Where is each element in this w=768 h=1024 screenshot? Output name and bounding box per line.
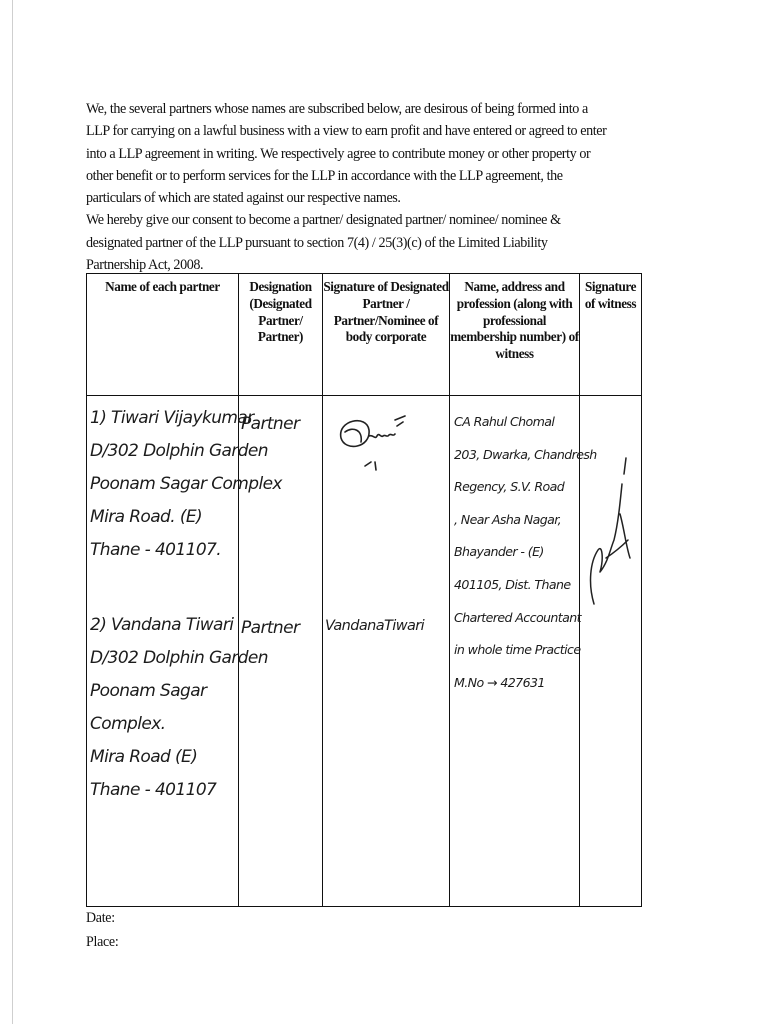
declaration-paragraph-2: We hereby give our consent to become a partner/ designated partner/ nominee/ nominee & designated partner of the LLP pursuant to section 7(4) / 25(3)(c) of the Limited Liability Partnership Act, 2008. — [86, 211, 561, 274]
partner-2-line-3: Poonam Sagar — [90, 681, 207, 701]
witness-details — [454, 406, 597, 699]
partner-1-line-2: D/302 Dolphin Garden — [90, 441, 268, 461]
witness-signature — [580, 454, 640, 624]
designation-cell — [239, 396, 323, 907]
witness-line-8: in whole time Practice — [454, 642, 581, 658]
witness-line-6: 401105, Dist. Thane — [454, 576, 571, 592]
partner-2-line-2: D/302 Dolphin Garden — [90, 648, 268, 668]
header-partner-signature: Signature of Designated Partner / Partner/Nominee of body corporate — [323, 274, 450, 396]
witness-line-3: Regency, S.V. Road — [454, 479, 565, 495]
header-partner-name: Name of each partner — [87, 274, 239, 396]
partner-2-signature: VandanaTiwari — [325, 618, 425, 634]
document-footer — [86, 906, 118, 954]
witness-line-7: Chartered Accountant — [454, 609, 581, 625]
table-header-row — [87, 274, 642, 396]
place-label: Place: — [86, 934, 119, 950]
partner-2-line-6: Thane - 401107 — [90, 780, 217, 800]
table-row — [87, 396, 642, 907]
witness-line-9: M.No → 427631 — [454, 674, 545, 690]
partner-2-line-4: Complex. — [90, 714, 166, 734]
header-witness-details: Name, address and profession (along with professional membership number) of witness — [450, 274, 580, 396]
partner-2-line-5: Mira Road (E) — [90, 747, 198, 767]
partner-1-line-3: Poonam Sagar Complex — [90, 474, 282, 494]
date-label: Date: — [86, 910, 115, 926]
witness-details-cell — [450, 396, 597, 907]
witness-line-2: 203, Dwarka, Chandresh — [454, 446, 597, 462]
header-designation: Designation (Designated Partner/ Partner) — [239, 274, 323, 396]
partner-2-line-1: 2) Vandana Tiwari — [90, 615, 234, 635]
partner-2-designation: Partner — [241, 618, 300, 638]
consent-declaration — [86, 98, 607, 276]
partners-table — [86, 273, 642, 907]
witness-line-1: CA Rahul Chomal — [454, 414, 555, 429]
witness-signature-cell — [580, 396, 642, 907]
scan-edge — [12, 0, 13, 1024]
witness-line-4: , Near Asha Nagar, — [454, 511, 562, 527]
partner-1-line-4: Mira Road. (E) — [90, 507, 203, 527]
partner-1-designation: Partner — [241, 414, 300, 434]
declaration-paragraph-1: We, the several partners whose names are subscribed below, are desirous of being formed into a LLP for carrying on a lawful business with a view to earn profit and have entered or agreed to enter into a LLP agreement in writing. We respectively agree to contribute money or other property or other benefit or to perform services for the LLP in accordance with the LLP agreement, the particulars of which are stated against our respective names. — [86, 100, 607, 207]
partner-signature-cell — [323, 396, 450, 907]
header-witness-signature: Signature of witness — [580, 274, 642, 396]
partner-1-line-1: 1) Tiwari Vijaykumar — [90, 408, 254, 428]
witness-line-5: Bhayander - (E) — [454, 544, 544, 560]
partner-1-line-5: Thane - 401107. — [90, 540, 222, 560]
partner-1-signature — [331, 408, 431, 488]
